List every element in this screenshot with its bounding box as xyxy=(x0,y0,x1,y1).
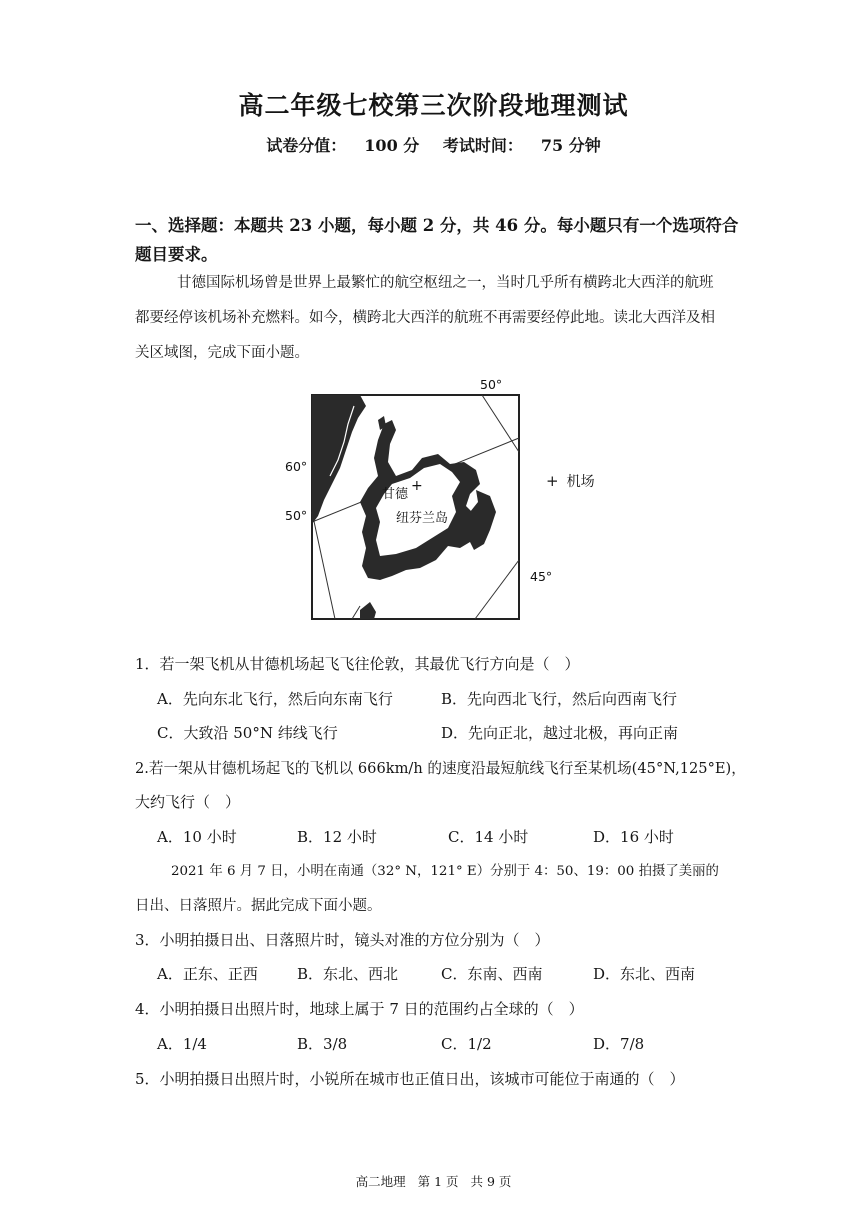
passage2-line2: 日出、日落照片。据此完成下面小题。 xyxy=(135,898,382,914)
q3-option-d: D．东北、西南 xyxy=(593,965,696,983)
gander-label: 甘德 xyxy=(381,487,408,502)
airport-legend-icon: + xyxy=(546,472,559,490)
q1-option-a: A．先向东北飞行，然后向东南飞行 xyxy=(157,690,393,708)
passage1-line3: 关区域图，完成下面小题。 xyxy=(135,345,309,361)
q4-option-b: B．3/8 xyxy=(297,1035,348,1053)
label-50-left: 50° xyxy=(285,508,308,523)
q3-option-b: B．东北、西北 xyxy=(297,965,399,983)
q5-stem: 5．小明拍摄日出照片时，小锐所在城市也正值日出，该城市可能位于南通的（ ） xyxy=(135,1070,685,1088)
q1-stem: 1．若一架飞机从甘德机场起飞飞往伦敦，其最优飞行方向是（ ） xyxy=(135,655,580,673)
legend-label: 机场 xyxy=(566,474,595,490)
q4-stem: 4．小明拍摄日出照片时，地球上属于 7 日的范围约占全球的（ ） xyxy=(135,1000,584,1018)
passage2-line1: 2021 年 6 月 7 日，小明在南通（32° N，121° E）分别于 4：50、19：00 拍摄了美丽的 xyxy=(171,864,719,879)
q4-option-c: C．1/2 xyxy=(441,1035,492,1053)
graticule-line-south xyxy=(352,606,360,619)
passage1-line2: 都要经停该机场补充燃料。如今，横跨北大西洋的航班不再需要经停此地。读北大西洋及相 xyxy=(135,310,715,326)
nova-scotia-tip xyxy=(360,602,376,619)
exam-title: 高二年级七校第三次阶段地理测试 xyxy=(238,91,629,120)
labrador-coast xyxy=(312,395,366,524)
q1-option-d: D．先向正北，越过北极，再向正南 xyxy=(441,724,679,742)
airport-marker-icon: + xyxy=(411,478,423,494)
label-45: 45° xyxy=(530,569,553,584)
q3-stem: 3．小明拍摄日出、日落照片时，镜头对准的方位分别为（ ） xyxy=(135,931,550,949)
q3-option-c: C．东南、西南 xyxy=(441,965,543,983)
section-heading-line1: 一、选择题：本题共 23 小题，每小题 2 分，共 46 分。每小题只有一个选项符合 xyxy=(135,216,739,235)
graticule-line-bottom xyxy=(475,560,519,619)
graticule-line-top xyxy=(482,395,519,452)
page-footer xyxy=(0,1172,867,1190)
q2-option-c: C．14 小时 xyxy=(448,828,529,846)
score-label: 试卷分值： xyxy=(266,136,347,155)
q4-option-a: A．1/4 xyxy=(157,1035,207,1053)
score-value: 100 分 xyxy=(364,136,420,155)
q2-option-a: A．10 小时 xyxy=(157,828,237,846)
label-60: 60° xyxy=(285,459,308,474)
q3-option-a: A．正东、正西 xyxy=(157,965,258,983)
time-value: 75 分钟 xyxy=(540,136,601,155)
q2-option-b: B．12 小时 xyxy=(297,828,377,846)
q1-option-c: C．大致沿 50°N 纬线飞行 xyxy=(157,724,338,742)
q1-option-b: B．先向西北飞行，然后向西南飞行 xyxy=(441,690,678,708)
map-legend xyxy=(546,471,595,491)
north-atlantic-map xyxy=(285,372,622,634)
q4-option-d: D．7/8 xyxy=(593,1035,645,1053)
footer-subject: 高二地理 xyxy=(355,1174,406,1189)
graticule-line-left xyxy=(312,512,335,619)
section-heading-line2: 题目要求。 xyxy=(135,245,218,264)
q2-stem-line2: 大约飞行（ ） xyxy=(135,793,241,811)
exam-subtitle xyxy=(0,133,867,156)
time-label: 考试时间： xyxy=(442,136,523,155)
q2-option-d: D．16 小时 xyxy=(593,828,674,846)
newfoundland-label: 纽芬兰岛 xyxy=(395,511,449,526)
label-50-top: 50° xyxy=(480,377,503,392)
footer-page: 第 1 页 xyxy=(417,1174,459,1189)
footer-total: 共 9 页 xyxy=(470,1174,512,1189)
passage1-line1: 甘德国际机场曾是世界上最繁忙的航空枢纽之一，当时几乎所有横跨北大西洋的航班 xyxy=(177,275,714,291)
q2-stem-line1: 2.若一架从甘德机场起飞的飞机以 666km/h 的速度沿最短航线飞行至某机场(45°N,125°E)， xyxy=(135,760,746,777)
